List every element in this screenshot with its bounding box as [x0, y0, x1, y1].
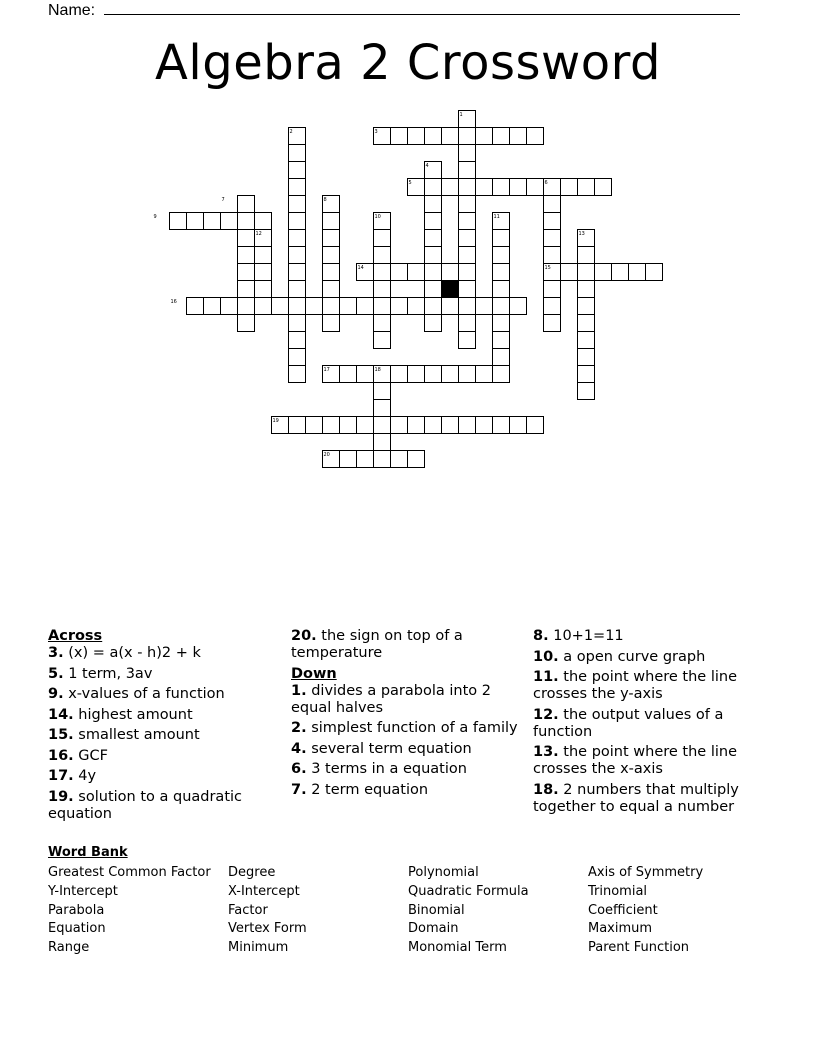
grid-cell[interactable] [323, 264, 340, 281]
across-clue-19 [48, 789, 280, 823]
grid-cell[interactable] [578, 383, 595, 400]
clue-text: 4y [78, 768, 97, 784]
grid-cell[interactable] [238, 247, 255, 264]
grid-cell[interactable] [408, 451, 425, 468]
word-bank [48, 864, 768, 958]
grid-cell[interactable] [323, 417, 340, 434]
clue-number-15: 15 [544, 265, 551, 271]
grid-cell[interactable] [323, 247, 340, 264]
grid-cell[interactable] [493, 298, 510, 315]
grid-cell[interactable] [425, 196, 442, 213]
across-clue-14 [48, 707, 280, 724]
grid-cell[interactable] [323, 213, 340, 230]
down-clue-1 [291, 683, 521, 717]
grid-cell[interactable] [221, 213, 238, 230]
grid-cell[interactable] [578, 247, 595, 264]
grid-cell[interactable] [374, 400, 391, 417]
grid-cell[interactable] [289, 162, 306, 179]
grid-cell[interactable] [510, 417, 527, 434]
grid-cell[interactable] [374, 281, 391, 298]
grid-cell[interactable] [340, 417, 357, 434]
down-heading: Down [291, 665, 337, 682]
grid-cell[interactable] [510, 179, 527, 196]
grid-cell[interactable] [459, 298, 476, 315]
grid-cell[interactable] [493, 366, 510, 383]
grid-cell[interactable] [289, 332, 306, 349]
grid-cell[interactable] [459, 281, 476, 298]
grid-cell[interactable] [459, 247, 476, 264]
clue-number-13: 13 [578, 231, 585, 237]
grid-cell[interactable] [493, 264, 510, 281]
word-bank-item: Parabola [48, 902, 105, 918]
down-clue-11 [533, 669, 773, 703]
clue-number-10: 10 [374, 214, 381, 220]
grid-cell[interactable] [578, 315, 595, 332]
clue-number: 6. [291, 761, 307, 777]
grid-cell[interactable] [306, 417, 323, 434]
grid-cell[interactable] [544, 247, 561, 264]
clue-text: several term equation [311, 740, 472, 757]
grid-cell[interactable] [544, 264, 561, 281]
name-blank[interactable] [104, 0, 740, 15]
grid-cell[interactable] [357, 264, 374, 281]
grid-cell[interactable] [391, 366, 408, 383]
clue-number: 1. [291, 682, 307, 699]
grid-cell[interactable] [255, 281, 272, 298]
grid-cell[interactable] [459, 264, 476, 281]
grid-cell[interactable] [408, 417, 425, 434]
word-bank-item: Monomial Term [408, 940, 507, 956]
grid-cell[interactable] [578, 298, 595, 315]
grid-cell[interactable] [561, 179, 578, 196]
down-clue-13 [533, 744, 773, 778]
word-bank-item: Binomial [408, 902, 465, 918]
clue-number-11: 11 [493, 214, 500, 220]
grid-cell[interactable] [221, 298, 238, 315]
black-square [442, 281, 459, 298]
grid-cell[interactable] [459, 315, 476, 332]
grid-cell[interactable] [459, 213, 476, 230]
grid-cell[interactable] [425, 213, 442, 230]
grid-cell[interactable] [425, 179, 442, 196]
grid-cell[interactable] [425, 417, 442, 434]
clue-column-3 [533, 628, 773, 819]
across-clue-16 [48, 748, 280, 765]
grid-cell[interactable] [374, 264, 391, 281]
grid-cell[interactable] [391, 298, 408, 315]
clue-number-4: 4 [425, 163, 429, 169]
grid-cell[interactable] [425, 264, 442, 281]
grid-cell[interactable] [476, 366, 493, 383]
grid-cell[interactable] [442, 366, 459, 383]
grid-cell[interactable] [578, 230, 595, 247]
grid-cell[interactable] [408, 366, 425, 383]
word-bank-item: Domain [408, 921, 459, 937]
grid-cell[interactable] [374, 366, 391, 383]
clue-number-3: 3 [374, 129, 378, 135]
grid-cell[interactable] [323, 451, 340, 468]
grid-cell[interactable] [238, 281, 255, 298]
clue-text: 10+1=11 [553, 628, 624, 644]
grid-cell[interactable] [255, 298, 272, 315]
clue-text: smallest amount [78, 727, 200, 743]
grid-cell[interactable] [289, 366, 306, 383]
grid-cell[interactable] [323, 315, 340, 332]
clue-number: 10. [533, 648, 559, 665]
grid-cell[interactable] [289, 196, 306, 213]
across-clue-3 [48, 645, 280, 662]
grid-cell[interactable] [459, 417, 476, 434]
grid-cell[interactable] [442, 128, 459, 145]
clue-number: 11. [533, 669, 559, 685]
grid-cell[interactable] [374, 213, 391, 230]
grid-cell[interactable] [578, 179, 595, 196]
down-clue-8 [533, 628, 773, 645]
grid-cell[interactable] [289, 264, 306, 281]
grid-cell[interactable] [459, 332, 476, 349]
grid-numbers [154, 112, 585, 458]
clue-text: a open curve graph [563, 648, 706, 665]
grid-cell[interactable] [510, 298, 527, 315]
grid-cell[interactable] [425, 315, 442, 332]
clue-number-8: 8 [323, 197, 327, 203]
grid-cell[interactable] [476, 417, 493, 434]
word-bank-item: X-Intercept [228, 883, 300, 899]
grid-cell[interactable] [629, 264, 646, 281]
clue-number-18: 18 [374, 367, 381, 373]
down-clue-2 [291, 720, 521, 737]
clue-number: 8. [533, 628, 549, 644]
grid-cell[interactable] [374, 315, 391, 332]
clue-number: 13. [533, 744, 559, 760]
clue-number: 20. [291, 628, 317, 644]
clue-text: the sign on top of a temperature [291, 628, 463, 661]
grid-cell[interactable] [459, 162, 476, 179]
grid-cell[interactable] [204, 298, 221, 315]
grid-cell[interactable] [289, 417, 306, 434]
grid-cell[interactable] [323, 230, 340, 247]
grid-cell[interactable] [289, 145, 306, 162]
clue-number-2: 2 [289, 129, 293, 135]
across-clue-9 [48, 686, 280, 703]
clue-number-19: 19 [272, 418, 279, 424]
grid-cell[interactable] [544, 315, 561, 332]
clue-number-9: 9 [153, 214, 157, 220]
clue-text: highest amount [78, 706, 193, 723]
down-clue-6 [291, 761, 521, 778]
clue-text: simplest function of a family [311, 720, 518, 736]
grid-cell[interactable] [578, 264, 595, 281]
name-line [48, 0, 740, 20]
grid-cell[interactable] [374, 417, 391, 434]
grid-cell[interactable] [323, 366, 340, 383]
word-bank-item: Equation [48, 921, 106, 937]
grid-cell[interactable] [442, 179, 459, 196]
grid-cell[interactable] [238, 315, 255, 332]
grid-cell[interactable] [357, 298, 374, 315]
grid-cell[interactable] [459, 230, 476, 247]
clue-text: 3 terms in a equation [311, 761, 467, 777]
grid-cell[interactable] [289, 213, 306, 230]
grid-cell[interactable] [425, 230, 442, 247]
word-bank-item: Y-Intercept [48, 883, 118, 899]
clue-text: 2 term equation [311, 781, 429, 798]
grid-cell[interactable] [408, 298, 425, 315]
grid-cell[interactable] [238, 196, 255, 213]
grid-cell[interactable] [527, 179, 544, 196]
grid-cell[interactable] [425, 162, 442, 179]
clue-column-2 [291, 628, 521, 802]
grid-cell[interactable] [476, 298, 493, 315]
word-bank-item: Quadratic Formula [408, 883, 529, 899]
grid-cell[interactable] [459, 366, 476, 383]
down-clue-18 [533, 782, 773, 816]
across-clue-20 [291, 628, 521, 662]
grid-cell[interactable] [391, 128, 408, 145]
clue-number: 2. [291, 720, 307, 736]
grid-cell[interactable] [459, 196, 476, 213]
grid-cell[interactable] [289, 349, 306, 366]
grid-cell[interactable] [595, 179, 612, 196]
clue-number-12: 12 [255, 231, 262, 237]
grid-cell[interactable] [357, 451, 374, 468]
clue-number: 15. [48, 727, 74, 743]
clue-number: 16. [48, 747, 74, 764]
word-bank-item: Coefficient [588, 902, 658, 918]
grid-cell[interactable] [357, 366, 374, 383]
clue-number-6: 6 [544, 180, 548, 186]
grid-cell[interactable] [255, 230, 272, 247]
grid-cell[interactable] [289, 281, 306, 298]
word-bank-item: Vertex Form [228, 921, 307, 937]
grid-cell[interactable] [493, 179, 510, 196]
word-bank-item: Range [48, 940, 90, 956]
grid-cell[interactable] [493, 417, 510, 434]
grid-cell[interactable] [408, 179, 425, 196]
grid-cell[interactable] [442, 298, 459, 315]
grid-cell[interactable] [578, 281, 595, 298]
grid-cell[interactable] [374, 298, 391, 315]
grid-cell[interactable] [459, 179, 476, 196]
word-bank-item: Degree [228, 865, 276, 880]
grid-cell[interactable] [374, 247, 391, 264]
grid-cell[interactable] [612, 264, 629, 281]
grid-cell[interactable] [323, 298, 340, 315]
grid-cell[interactable] [374, 451, 391, 468]
grid-cell[interactable] [306, 298, 323, 315]
grid-cell[interactable] [357, 417, 374, 434]
grid-cell[interactable] [272, 298, 289, 315]
clue-number-16: 16 [170, 299, 177, 305]
grid-cell[interactable] [170, 213, 187, 230]
clue-number: 12. [533, 706, 559, 723]
grid-cell[interactable] [493, 281, 510, 298]
clue-number: 17. [48, 768, 74, 784]
grid-cell[interactable] [493, 213, 510, 230]
grid-cell[interactable] [289, 179, 306, 196]
grid-cell[interactable] [255, 264, 272, 281]
word-bank-item: Trinomial [588, 883, 648, 899]
page-title: Algebra 2 Crossword [155, 35, 661, 91]
down-clue-10 [533, 649, 773, 666]
grid-cell[interactable] [391, 451, 408, 468]
grid-cell[interactable] [187, 298, 204, 315]
grid-cell[interactable] [391, 264, 408, 281]
clue-text: 1 term, 3av [68, 665, 153, 682]
across-heading: Across [48, 628, 103, 644]
word-bank-item: Maximum [588, 921, 653, 937]
name-label: Name: [48, 2, 100, 19]
grid-cell[interactable] [578, 332, 595, 349]
clue-column-1 [48, 628, 280, 826]
grid-cell[interactable] [544, 213, 561, 230]
grid-cell[interactable] [459, 145, 476, 162]
grid-cell[interactable] [544, 179, 561, 196]
grid-cell[interactable] [374, 128, 391, 145]
clue-text: 2 numbers that multiply together to equal a number [533, 781, 739, 815]
grid-cell[interactable] [527, 417, 544, 434]
clue-number: 9. [48, 686, 64, 702]
word-bank-title: Word Bank [48, 845, 128, 860]
grid-cell[interactable] [323, 196, 340, 213]
across-clue-17 [48, 768, 280, 785]
grid-cell[interactable] [578, 366, 595, 383]
grid-cell[interactable] [391, 417, 408, 434]
grid-cell[interactable] [272, 417, 289, 434]
grid-cell[interactable] [408, 128, 425, 145]
grid-cell[interactable] [476, 179, 493, 196]
grid-cell[interactable] [374, 434, 391, 451]
down-clue-12 [533, 707, 773, 741]
clue-text: divides a parabola into 2 equal halves [291, 682, 491, 716]
clue-text: the point where the line crosses the x-axis [533, 744, 738, 777]
grid-cell[interactable] [289, 247, 306, 264]
grid-cell[interactable] [459, 128, 476, 145]
grid-cell[interactable] [493, 128, 510, 145]
grid-cell[interactable] [374, 230, 391, 247]
grid-cell[interactable] [238, 213, 255, 230]
grid-cell[interactable] [340, 366, 357, 383]
grid-cell[interactable] [544, 230, 561, 247]
grid-cell[interactable] [646, 264, 663, 281]
clue-text: solution to a quadratic equation [48, 788, 243, 822]
clue-number: 19. [48, 788, 74, 805]
clue-number-7: 7 [221, 197, 225, 203]
grid-cell[interactable] [493, 332, 510, 349]
grid-cell[interactable] [255, 247, 272, 264]
grid-cell[interactable] [289, 230, 306, 247]
grid-cell[interactable] [289, 128, 306, 145]
word-bank-item: Factor [228, 902, 268, 918]
clue-text: GCF [78, 747, 108, 764]
grid-cell[interactable] [238, 264, 255, 281]
grid-cell[interactable] [544, 281, 561, 298]
grid-cells [170, 111, 663, 468]
grid-cell[interactable] [425, 128, 442, 145]
grid-cell[interactable] [323, 281, 340, 298]
grid-cell[interactable] [493, 230, 510, 247]
clue-number: 3. [48, 645, 64, 661]
clue-number: 5. [48, 665, 64, 682]
grid-cell[interactable] [289, 315, 306, 332]
grid-cell[interactable] [374, 332, 391, 349]
grid-cell[interactable] [425, 281, 442, 298]
grid-cell[interactable] [493, 315, 510, 332]
grid-cell[interactable] [238, 298, 255, 315]
grid-cell[interactable] [493, 247, 510, 264]
clue-number: 7. [291, 781, 307, 798]
clue-number-1: 1 [459, 112, 463, 118]
grid-cell[interactable] [459, 111, 476, 128]
across-clue-5 [48, 666, 280, 683]
clue-number: 18. [533, 781, 559, 798]
clue-number-17: 17 [323, 367, 330, 373]
grid-cell[interactable] [340, 451, 357, 468]
grid-cell[interactable] [578, 349, 595, 366]
grid-cell[interactable] [595, 264, 612, 281]
grid-cell[interactable] [408, 264, 425, 281]
grid-cell[interactable] [442, 417, 459, 434]
across-clue-15 [48, 727, 280, 744]
grid-cell[interactable] [255, 213, 272, 230]
grid-cell[interactable] [204, 213, 221, 230]
grid-cell[interactable] [425, 298, 442, 315]
grid-cell[interactable] [238, 230, 255, 247]
clue-number: 4. [291, 740, 307, 757]
grid-cell[interactable] [289, 298, 306, 315]
grid-cell[interactable] [442, 264, 459, 281]
clue-number-5: 5 [408, 180, 412, 186]
clue-number-20: 20 [323, 452, 330, 458]
clue-text: the output values of a function [533, 706, 724, 740]
grid-cell[interactable] [340, 298, 357, 315]
grid-cell[interactable] [187, 213, 204, 230]
down-clue-7 [291, 782, 521, 799]
word-bank-item: Minimum [228, 940, 289, 956]
grid-cell[interactable] [476, 128, 493, 145]
word-bank-item: Parent Function [588, 940, 690, 956]
clue-number: 14. [48, 706, 74, 723]
down-clue-4 [291, 741, 521, 758]
clue-text: the point where the line crosses the y-axis [533, 669, 738, 702]
grid-cell[interactable] [510, 128, 527, 145]
clue-number-14: 14 [357, 265, 364, 271]
grid-cell[interactable] [425, 366, 442, 383]
grid-cell[interactable] [544, 298, 561, 315]
grid-cell[interactable] [493, 349, 510, 366]
grid-cell[interactable] [374, 383, 391, 400]
grid-cell[interactable] [544, 196, 561, 213]
word-bank-item: Axis of Symmetry [588, 865, 704, 880]
word-bank-item: Greatest Common Factor [48, 865, 211, 880]
grid-cell[interactable] [527, 128, 544, 145]
grid-cell[interactable] [425, 247, 442, 264]
word-bank-item: Polynomial [408, 865, 479, 880]
clue-text: (x) = a(x - h)2 + k [68, 645, 201, 661]
clue-text: x-values of a function [68, 686, 225, 702]
grid-cell[interactable] [561, 264, 578, 281]
